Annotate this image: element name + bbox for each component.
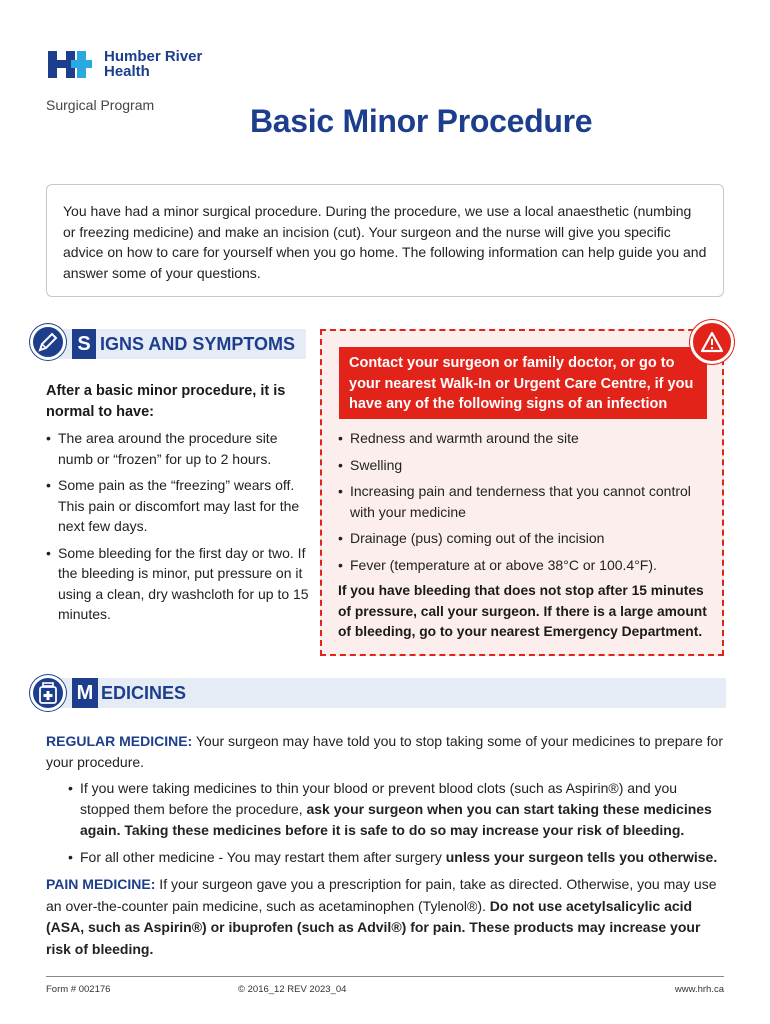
website-link[interactable]: www.hrh.ca: [674, 984, 724, 995]
pain-medicine-bold-text: Do not use acetylsalicylic acid (ASA, such as Aspirin®) or ibuprofen (such as Advil®) for pain. These products may increase your risk of bleeding.: [46, 897, 701, 957]
list-item-text: If you were taking medicines to thin your blood or prevent blood clots (such as Aspirin®) and you stopped them before the procedure,: [80, 780, 678, 817]
list-item: • Redness and warmth around the site: [338, 428, 710, 449]
regular-medicine-paragraph: [46, 731, 726, 772]
hospital-logo: [48, 48, 202, 80]
list-item: • The area around the procedure site numb or “frozen” for up to 2 hours.: [46, 428, 310, 469]
revision-info: © 2016_12 REV 2023_04: [238, 984, 347, 995]
list-item: [68, 778, 724, 841]
intro-box: You have had a minor surgical procedure. During the procedure, we use a local anaesthetic (numbing or freezing medicine) and make an incision (cut). Your surgeon and the nurse will give you specific advice on how to care for yourself when you go home. The following information can help guide you and answer some of your questions.: [46, 184, 724, 297]
infection-signs-list: [338, 428, 710, 575]
bleeding-instructions: If you have bleeding that does not stop after 15 minutes of pressure, call your surgeon. If there is a large amount of bleeding, go to your nearest Emergency Department.: [338, 583, 707, 639]
signs-section-title: IGNS AND SYMPTOMS: [100, 334, 296, 354]
list-item-text: For all other medicine - You may restart them after surgery: [80, 849, 446, 865]
list-item: • Swelling: [338, 455, 710, 476]
pain-medicine-paragraph: [46, 874, 726, 960]
warning-triangle-icon: [690, 320, 734, 364]
hospital-name-line1: Humber River: [104, 48, 203, 65]
normal-heading: After a basic minor procedure, it is normal to have:: [46, 383, 286, 420]
warning-heading: Contact your surgeon or family doctor, or go to your nearest Walk-In or Urgent Care Centre, if you have any of the following signs of an infection: [339, 347, 707, 419]
pen-icon: [30, 324, 66, 360]
pain-medicine-label: PAIN MEDICINE:: [46, 876, 156, 892]
list-item-bold-text: unless your surgeon tells you otherwise.: [445, 849, 718, 865]
medicines-section-title: EDICINES: [101, 683, 187, 703]
list-item: • Drainage (pus) coming out of the incision: [338, 528, 710, 549]
medicine-list: [68, 778, 724, 868]
regular-medicine-label: REGULAR MEDICINE:: [46, 733, 193, 749]
footer-divider: [46, 976, 724, 977]
form-number: Form # 002176: [46, 984, 111, 995]
normal-list: [46, 428, 310, 625]
list-item: • Increasing pain and tenderness that you cannot control with your medicine: [338, 481, 710, 522]
hospital-name-line2: Health: [104, 63, 150, 80]
list-item: • Fever (temperature at or above 38°C or 100.4°F).: [338, 555, 710, 576]
regular-medicine-text: Your surgeon may have told you to stop taking some of your medicines to prepare for your procedure.: [46, 733, 723, 770]
list-item-bold-text: ask your surgeon when you can start taking these medicines again. Taking these medicines before it is safe to do so may increase your risk of bleeding.: [80, 801, 712, 838]
medicine-bottle-icon: [30, 675, 66, 711]
program-name: Surgical Program: [46, 97, 155, 113]
hospital-name: [104, 49, 202, 79]
list-item: [68, 847, 724, 868]
pain-medicine-text: If your surgeon gave you a prescription for pain, take as directed. Otherwise, you may use an over-the-counter pain medicine, such as acetaminophen (Tylenol®).: [46, 876, 717, 914]
medicines-section-letter: M: [72, 678, 98, 708]
list-item: • Some pain as the “freezing” wears off. This pain or discomfort may last for the next few days.: [46, 475, 310, 537]
signs-section-letter: S: [72, 329, 96, 359]
page-title: Basic Minor Procedure: [250, 103, 593, 139]
list-item: • Some bleeding for the first day or two. If the bleeding is minor, put pressure on it using a clean, dry washcloth for up to 15 minutes.: [46, 543, 310, 625]
hospital-logo-icon: [48, 48, 98, 80]
